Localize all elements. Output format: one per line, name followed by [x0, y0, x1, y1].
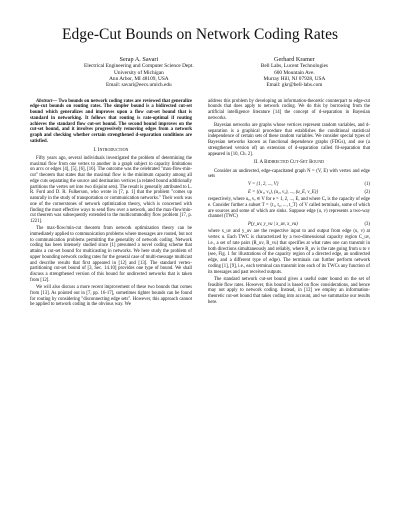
two-column-body [30, 99, 370, 310]
abstract-text: — Two bounds on network coding rates are reviewed that generalize edge-cut bounds on routing rates. The simpler bound is a bidirected cut-set bound which generalizes and improves upon a flow cut-set bound that is standard in networking. It follows that routing is rate-optimal if routing achieves the standard flow cut-set bound. The second bound improves on the cut-set bound, and it involves progressively removing edges from a network graph and checking whether certain strengthened d-separation conditions are satisfied. [30, 98, 192, 144]
equation-1 [208, 182, 370, 188]
left-column [30, 99, 192, 310]
intro-paragraph-2: The max-flow/min-cut theorem from network optimization theory can be immediately applied to communication problems where messages are routed, but not to communication problems permitting the generality of network coding. Network coding has been intensely studied since [1] presumed a novel coding scheme that attains a cut-set bound for multicasting in networks. We here study the problem of upper bounding network coding rates for the general case of multi-message multicast and describe results that first appeared in [12] and [13]. The standard vertex-partitioning cut-set bound of [3, Sec. 14.10] provides one type of bound. We shall discuss a strengthened version of this bound for undirected networks that is taken from [12]. [30, 226, 192, 283]
author-1-university: University of Michigan [114, 69, 164, 76]
author-2-email: Email: gkr@bell-labs.com [266, 82, 323, 89]
intro-paragraph-1: Fifty years ago, several individuals investigated the problem of determining the maximal flow from one vertex to another in a graph subject to capacity limitations on arcs or edges [4], [5], [6], [16]. The outcome was the celebrated "max-flow-min-cut" theorem that states that the maximal flow is the minimum capacity among all edge cuts separating the source and destination vertices (a related bound additionally partitions the vertex set into two disjoint sets). The result is generally attributed to L. R. Ford and D. R. Fulkerson, who wrote in [7, p. 1] that the problem "comes up naturally in the study of transportation or communication networks." Their work was one of the cornerstones of network optimization theory, which is concerned with finding the most effective ways to send flow over a network, and the max-flow/min-cut theorem was subsequently extended to the multicommodity flow problem [17, p. 1221]. [30, 155, 192, 225]
intro-paragraph-5: Bayesian networks are graphs whose vertices represent random variables, and d-separation is a graphical procedure that establishes the conditional statistical independence of certain sets of these random variables. We consider special types of Bayesian networks known as functional dependence graphs (FDGs), and use (a strengthened version of) an extension of d-separation called fd-separation that appeared in [10, Ch. 2]. [208, 122, 370, 157]
equation-2-number: (2) [364, 189, 370, 195]
equation-2-body: E = {(u₁, v₁), (u₂, v₂), ..., (u_E, v_E)} [248, 189, 319, 195]
abstract-label: Abstract [36, 98, 53, 104]
author-2-affiliation: Bell Labs, Lucent Technologies [260, 63, 328, 70]
section-2-heading: II. A Bidirected Cut-Set Bound [254, 160, 324, 166]
intro-paragraph-3: We will also discuss a more recent improvement of these two bounds that comes from [13]. As pointed out in [7, pp. 16-17], sometimes tighter bounds can be found for routing by considering "disconnecting edge sets". However, this approach cannot be applied to network coding in the obvious way. We [30, 285, 192, 308]
abstract [30, 99, 192, 145]
author-2-street: 600 Mountain Ave. [274, 69, 315, 76]
equation-2 [208, 190, 370, 196]
equation-1-body: V = {1, 2, ..., V} [248, 182, 279, 188]
equation-3 [208, 222, 370, 228]
author-1-address: Ann Arbor, MI 48109, USA [109, 76, 169, 82]
equation-3-body: P(y_uv, y_vu | x_uv, x_vu) [248, 221, 298, 227]
paper-title: Edge-Cut Bounds on Network Coding Rates [62, 26, 338, 43]
section-2-paragraph-3: where x_uv and y_uv are the respective input to and output from edge (u, v) at vertex u. Each TWC is characterized by a two-dimensional capacity region C_uv, i.e., a set of rate pairs (R_uv, R_vu) that specifies at what rates one can transmit in both directions simultaneously and reliably, where R_uv is the rate going from u to v (see, Fig. 1 for illustrations of the capacity region of a directed edge, an undirected edge, and a different type of edge). The terminals can further perform network coding [1], [9], i.e., each terminal can transmit into each of its TWCs any function of its messages and past received outputs. [208, 229, 370, 275]
section-2-paragraph-2: respectively, where uₑ, vₑ ∈ V for e = 1, 2, ..., E, and where Cₑ is the capacity of edge e. Consider further a subset T = {t₁, t₂, ..., t_T} of V called terminals, some of which are sources and some of which are sinks. Suppose edge (u, v) represents a two-way channel (TWC) [208, 197, 370, 220]
section-2-paragraph-1: Consider an undirected, edge-capacitated graph N = (V, E) with vertex and edge sets [208, 168, 370, 180]
equation-1-number: (1) [364, 182, 370, 188]
author-2 [261, 56, 328, 89]
equation-3-number: (3) [364, 221, 370, 227]
section-2-paragraph-4: The standard network cut-set bound gives a useful outer bound on the set of feasible flow rates. However, this bound is based on flow considerations, and hence may not apply to network coding. Instead, in [12] we employ an information-theoretic cut-set bound that takes coding into account, and we summarize our results here. [208, 276, 370, 305]
intro-paragraph-4: address this problem by developing an information-theoretic counterpart to edge-cut bounds that does apply to network coding. We do this by borrowing from the artificial intelligence literature [14] the concept of d-separation in Bayesian networks. [208, 98, 370, 121]
author-1-affiliation: Electrical Engineering and Computer Science Dept. [84, 63, 194, 70]
author-1-email: Email: savari@eecs.umich.edu [106, 82, 172, 89]
author-1-name: Serap A. Savari [119, 56, 159, 63]
author-2-name: Gerhard Kramer [274, 56, 315, 63]
author-1 [84, 56, 194, 89]
section-1-heading: I. Introduction [93, 147, 129, 153]
right-column [208, 99, 370, 310]
author-block [30, 56, 370, 89]
author-2-address: Murray Hill, NJ 07928, USA [263, 76, 326, 82]
